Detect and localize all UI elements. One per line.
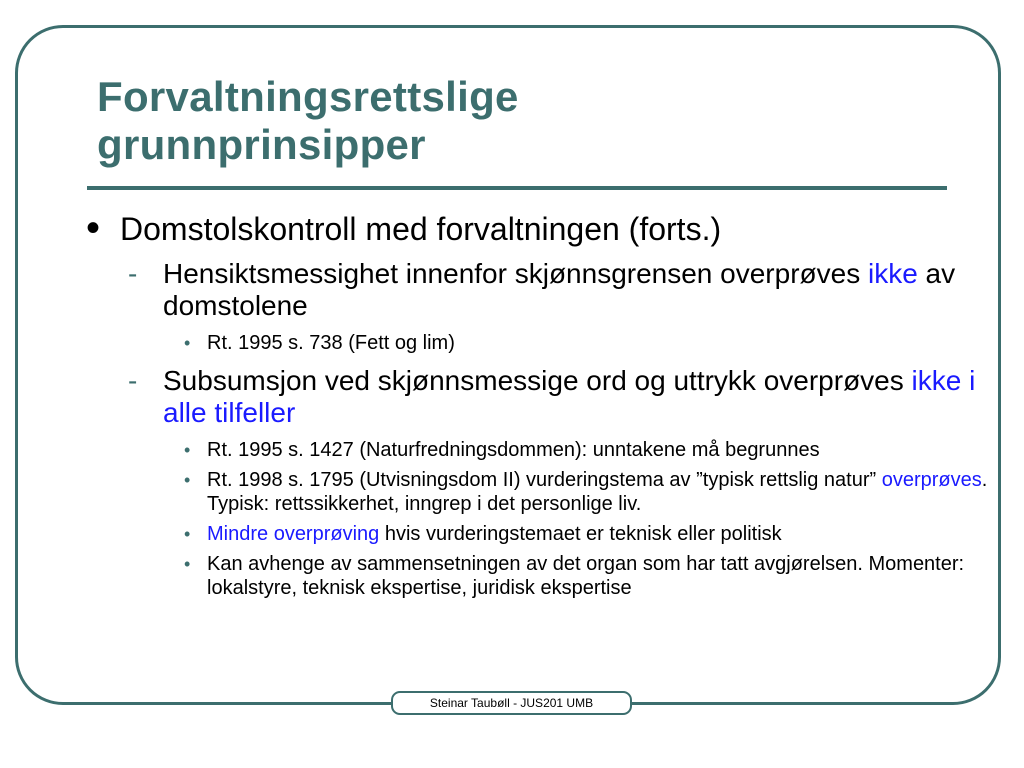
sub-bullet-text: av domstolene [163,258,956,321]
case-item [80,468,1000,516]
highlight-text: ikke [867,258,918,289]
bullet-dot-icon: • [184,554,191,574]
bullet-dot-icon: • [184,333,191,353]
case-item [80,331,1000,355]
title-divider [87,186,947,190]
bullet-dot-icon: • [184,524,191,544]
main-bullet [80,206,1000,250]
sub-bullet-subsumption [80,365,1000,429]
sub-bullet-text: Hensiktsmessighet innenfor skjønnsgrensen overprøves [163,258,868,289]
slide-title [97,73,519,169]
title-line-1: Forvaltningsrettslige [97,73,519,120]
highlight-text: overprøves [881,469,982,491]
bullet-dot-icon: • [184,440,191,460]
case-item-text: . Typisk: rettssikkerhet, inngrep i det personlige liv. [207,469,988,515]
slide-footer: Steinar Taubøll - JUS201 UMB [391,691,632,715]
dash-bullet-icon: - [128,258,138,289]
dash-bullet-icon: - [128,365,138,396]
highlight-text: ikke i alle tilfeller [163,365,976,428]
title-line-2: grunnprinsipper [97,121,426,168]
case-item [80,438,1000,462]
case-item-text: Kan avhenge av sammensetningen av det organ som har tatt avgjørelsen. Momenter: lokalstyre, teknisk ekspertise, juridisk ekspertise [207,553,965,599]
case-item-text: Rt. 1995 s. 738 (Fett og lim) [207,332,455,354]
highlight-text: Mindre overprøving [207,523,380,545]
case-item [80,522,1000,546]
case-item-text: hvis vurderingstemaet er teknisk eller politisk [379,523,782,545]
case-item-text: Rt. 1998 s. 1795 (Utvisningsdom II) vurderingstema av ”typisk rettslig natur” [207,469,882,491]
bullet-dot-icon: • [86,206,101,250]
main-bullet-text: Domstolskontroll med forvaltningen (forts.) [120,211,722,247]
sub-bullet-text: Subsumsjon ved skjønnsmessige ord og uttrykk overprøves [163,365,912,396]
bullet-dot-icon: • [184,470,191,490]
slide-content [80,206,1000,600]
case-item [80,552,1000,600]
sub-bullet-discretion [80,258,1000,322]
case-item-text: Rt. 1995 s. 1427 (Naturfredningsdommen): unntakene må begrunnes [207,439,820,461]
